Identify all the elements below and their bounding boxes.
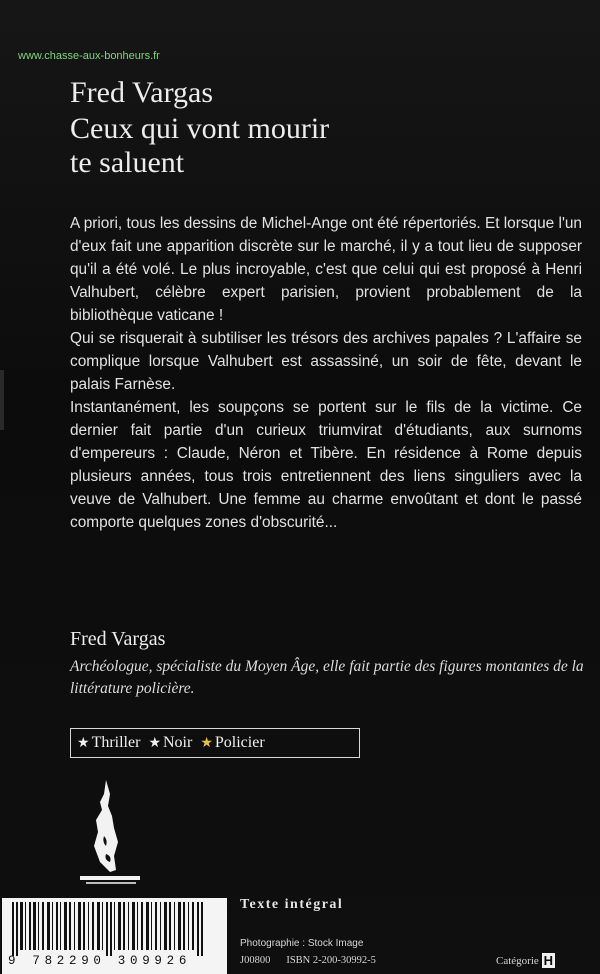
genre-policier [200,734,264,752]
blurb-paragraph: A priori, tous les dessins de Michel-Ange ont été répertoriés. Et lorsque l'un d'eux fait une apparition discrète sur le marché, il y a tout lieu de supposer qu'il a été volé. Le plus incroyable, c'est que celui qui est proposé à Henri Valhubert, célèbre expert parisien, provient probablement de la bibliothèque vaticane ! [70,215,582,324]
genre-box [70,728,360,758]
bio-author-name: Fred Vargas [70,628,166,650]
barcode-digits: 9 782290 309926 [8,954,192,968]
book-title [70,112,329,180]
author-name: Fred Vargas [70,76,214,109]
blurb-paragraph: Qui se risquerait à subtiliser les trésors des archives papales ? L'affaire se complique lorsque Valhubert est assassiné, un soir de fête, devant le palais Farnèse. [70,330,582,393]
isbn: ISBN 2-200-30992-5 [286,955,376,966]
blurb-paragraph: Instantanément, les soupçons se portent sur le fils de la victime. Ce dernier fait partie d'un curieux triumvirat d'étudiants, aux surnoms d'empereurs : Claude, Néron et Tibère. En résidence à Rome depuis plusieurs années, tous trois entretiennent des liens singuliers avec la veuve de Valhubert. Une femme au charme envoûtant et dont le passé comporte quelques zones d'obscurité... [70,399,582,531]
watermark-url: www.chasse-aux-bonheurs.fr [18,50,160,62]
star-icon: ★ [148,735,161,751]
codes [240,955,376,966]
ref-code: J00800 [240,955,271,966]
texte-integral-label: Texte intégral [240,897,344,912]
bio-text: Archéologue, spécialiste du Moyen Âge, elle fait partie des figures montantes de la littérature policière. [70,658,584,697]
photo-credit: Photographie : Stock Image [240,938,364,949]
genre-thriller [77,734,140,752]
spine-edge [0,370,4,430]
categorie-label: Catégorie [496,954,539,967]
genre-label: Noir [163,734,193,751]
star-icon: ★ [77,735,90,751]
genre-noir [148,734,192,752]
genre-label: Policier [214,734,265,751]
categorie [496,953,555,968]
barcode-bars-icon [2,902,227,958]
star-icon: ★ [200,735,213,751]
title-line-1: Ceux qui vont mourir [70,112,330,145]
title-line-2: te saluent [70,146,185,179]
genre-label: Thriller [91,734,141,751]
blurb [70,212,582,534]
publisher-logo-icon [76,776,146,896]
categorie-letter: H [543,953,553,968]
